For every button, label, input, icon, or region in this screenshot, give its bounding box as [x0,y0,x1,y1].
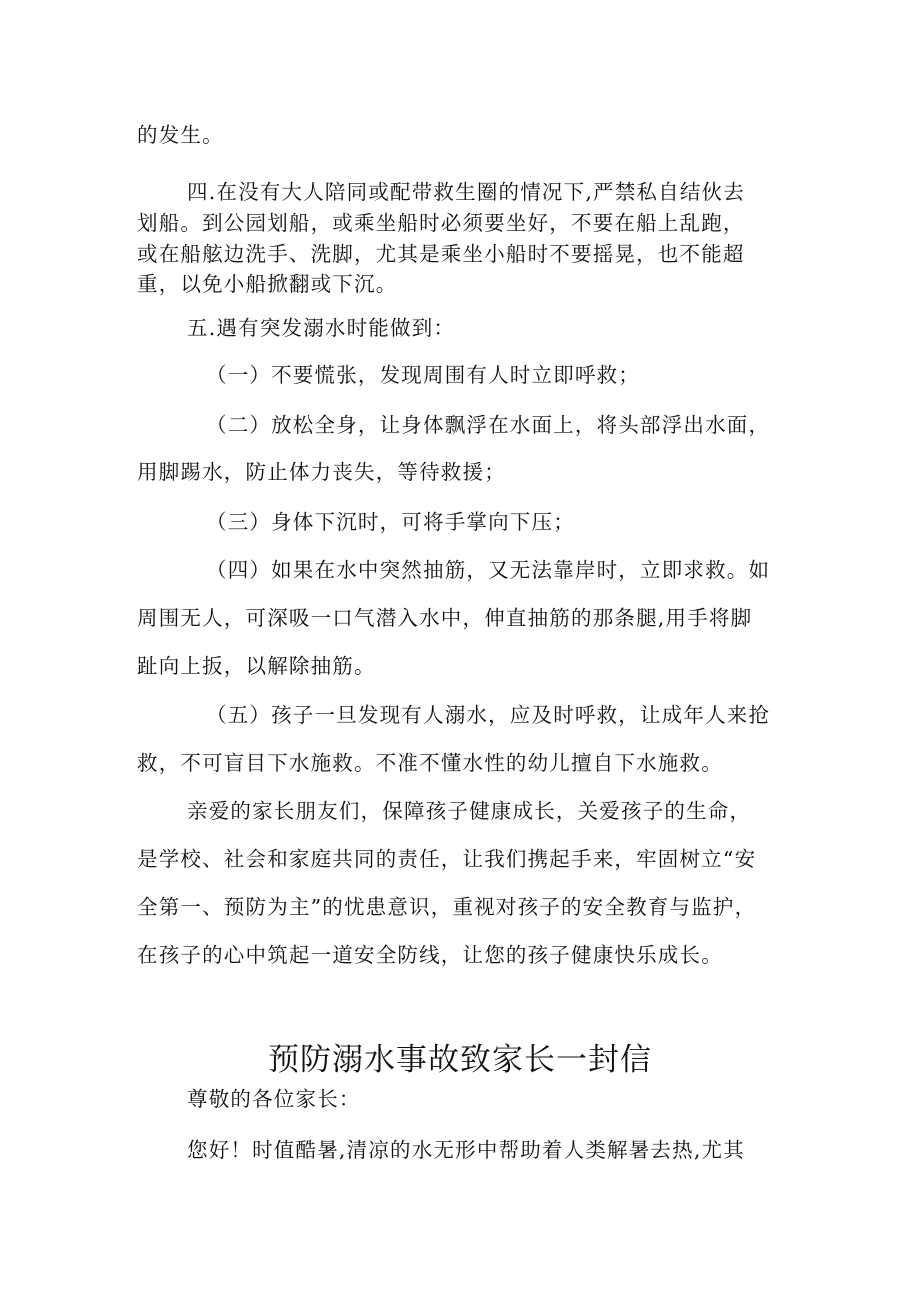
text-line-9: 用脚踢水，防止体力丧失，等待救援； [137,460,506,484]
text-line-18: 全第一、预防为主”的忧患意识，重视对孩子的安全教育与监护， [137,895,757,919]
text-line-7: （一）不要慌张，发现周围有人时立即呼救； [206,363,640,387]
salutation: 尊敬的各位家长： [187,1087,361,1111]
text-line-2: 四.在没有大人陪同或配带救生圈的情况下,严禁私自结伙去 [187,180,745,204]
text-line-1: 的发生。 [137,123,224,147]
letter-title: 预防溺水事故致家长一封信 [268,1042,652,1078]
text-line-15: 救，不可盲目下水施救。不准不懂水性的幼儿擅自下水施救。 [137,751,723,775]
text-line-16: 亲爱的家长朋友们，保障孩子健康成长，关爱孩子的生命， [187,799,752,823]
text-line-3: 划船。到公园划船，或乘坐船时必须要坐好，不要在船上乱跑， [137,211,745,235]
text-line-8: （二）放松全身，让身体飘浮在水面上，将头部浮出水面， [206,413,771,437]
text-line-14: （五）孩子一旦发现有人溺水，应及时呼救，让成年人来抢 [206,703,771,727]
text-line-17: 是学校、社会和家庭共同的责任，让我们携起手来，牢固树立“安 [137,847,757,871]
text-line-10: （三）身体下沉时，可将手掌向下压； [206,510,575,534]
text-line-4: 或在船舷边洗手、洗脚，尤其是乘坐小船时不要摇晃，也不能超 [137,242,745,266]
text-line-11: （四）如果在水中突然抽筋，又无法靠岸时，立即求救。如 [206,558,771,582]
text-line-19: 在孩子的心中筑起一道安全防线，让您的孩子健康快乐成长。 [137,943,723,967]
text-line-13: 趾向上扳，以解除抽筋。 [137,654,376,678]
text-line-6: 五.遇有突发溺水时能做到： [187,316,456,340]
text-line-5: 重，以免小船掀翻或下沉。 [137,272,398,296]
text-line-12: 周围无人，可深吸一口气潜入水中，伸直抽筋的那条腿,用手将脚 [137,606,753,630]
opening-line: 您好！时值酷暑,清凉的水无形中帮助着人类解暑去热,尤其 [187,1138,745,1162]
